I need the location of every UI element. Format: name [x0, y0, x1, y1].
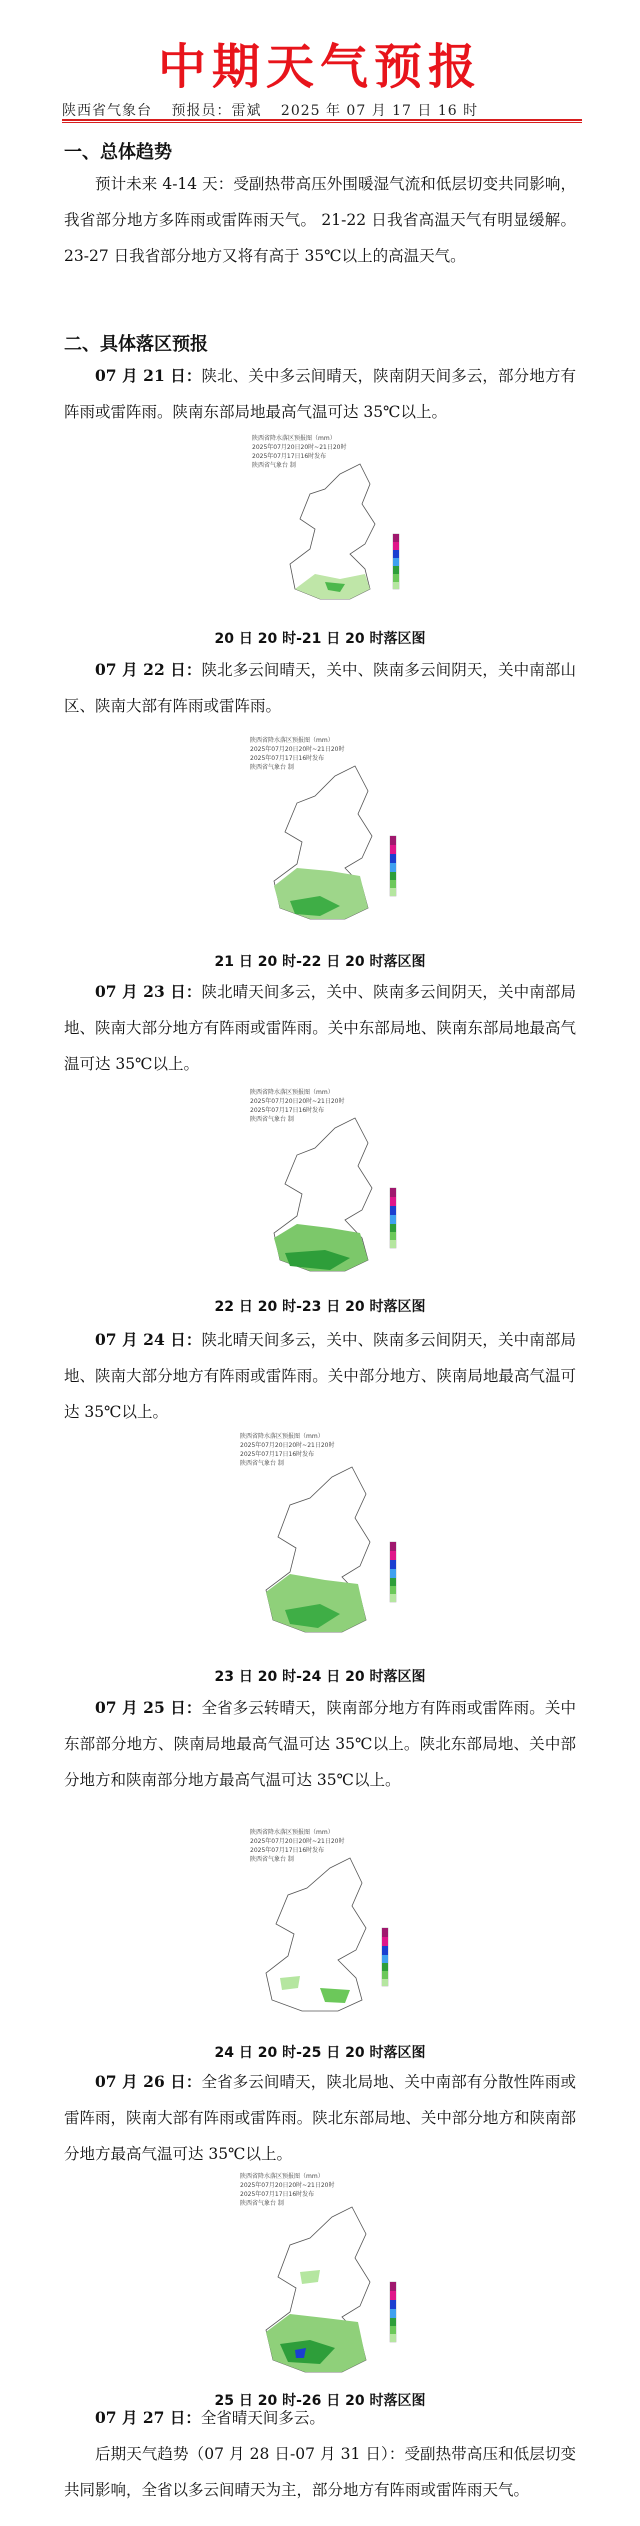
later-label: 后期天气趋势（07 月 28 日-07 月 31 日）： [95, 2445, 405, 2463]
day-date: 07 月 27 日： [95, 2408, 201, 2427]
day-text: 全省多云间晴天，陕北局地、关中南部有分散性阵雨或雷阵雨，陕南大部有阵雨或雷阵雨。陕北东部局地、关中部分地方和陕南部分地方最高气温可达 35℃以上。 [64, 2073, 576, 2163]
day-date: 07 月 23 日： [95, 982, 202, 1001]
map-caption-23: 22 日 20 时-23 日 20 时落区图 [214, 1299, 426, 1315]
trend-paragraph: 预计未来 4-14 天：受副热带高压外围暖湿气流和低层切变共同影响，我省部分地方多阵雨或雷阵雨天气。 21-22 日我省高温天气有明显缓解。23-27 日我省部分地方又将有高于 35℃以上的高温天气。 [64, 175, 576, 265]
day-date: 07 月 22 日： [95, 660, 202, 679]
day-paragraph-27 [64, 2400, 576, 2436]
day-text: 陕北晴天间多云，关中、陕南多云间阴天，关中南部局地、陕南大部分地方有阵雨或雷阵雨。关中东部局地、陕南东部局地最高气温可达 35℃以上。 [64, 983, 576, 1073]
map-caption-21: 20 日 20 时-21 日 20 时落区图 [214, 631, 426, 647]
map-caption-26: 25 日 20 时-26 日 20 时落区图 [214, 2393, 426, 2409]
header-rule-thin [62, 122, 582, 123]
rain-map-25 [240, 1828, 430, 2028]
day-text: 陕北多云间晴天，关中、陕南多云间阴天，关中南部山区、陕南大部有阵雨或雷阵雨。 [64, 661, 576, 715]
day-paragraph-21 [64, 358, 576, 430]
day-text: 全省晴天间多云。 [200, 2409, 325, 2427]
forecaster: 预报员：雷斌 [171, 103, 262, 119]
day-paragraph-24 [64, 1322, 576, 1430]
rain-map-26 [240, 2172, 440, 2387]
rain-map-23 [250, 1088, 440, 1288]
later-trend-paragraph [64, 2436, 576, 2508]
map-header: 陕西省降水落区预报图（mm） 2025年07月20日20时~21日20时 2025年07月17日16时发布 陕西省气象台 制 [240, 1433, 335, 1467]
map-header: 陕西省降水落区预报图（mm） 2025年07月20日20时~21日20时 2025年07月17日16时发布 陕西省气象台 制 [250, 737, 345, 771]
rain-map-21 [252, 434, 430, 619]
day-paragraph-22 [64, 652, 576, 724]
day-paragraph-23 [64, 974, 576, 1082]
day-text: 全省多云转晴天，陕南部分地方有阵雨或雷阵雨。关中东部部分地方、陕南局地最高气温可达 35℃以上。陕北东部局地、关中部分地方和陕南部分地方最高气温可达 35℃以上。 [64, 1699, 576, 1789]
section-heading-trend: 一、总体趋势 [64, 142, 172, 163]
page-title: 中期天气预报 [157, 39, 482, 95]
day-paragraph-25 [64, 1690, 576, 1798]
map-header: 陕西省降水落区预报图（mm） 2025年07月20日20时~21日20时 2025年07月17日16时发布 陕西省气象台 制 [250, 1829, 345, 1863]
day-text: 陕北、关中多云间晴天，陕南阴天间多云，部分地方有阵雨或雷阵雨。陕南东部局地最高气温可达 35℃以上。 [64, 367, 576, 421]
day-date: 07 月 24 日： [95, 1330, 202, 1349]
map-caption-22: 21 日 20 时-22 日 20 时落区图 [214, 954, 426, 970]
map-header: 陕西省降水落区预报图（mm） 2025年07月20日20时~21日20时 2025年07月17日16时发布 陕西省气象台 制 [240, 2173, 335, 2207]
map-caption-24: 23 日 20 时-24 日 20 时落区图 [214, 1669, 426, 1685]
section-heading-detail: 二、具体落区预报 [64, 334, 208, 355]
rain-map-22 [250, 736, 440, 941]
day-date: 07 月 21 日： [95, 366, 202, 385]
rain-map-24 [240, 1432, 440, 1652]
header-rule [62, 119, 582, 121]
day-paragraph-26 [64, 2064, 576, 2172]
map-caption-25: 24 日 20 时-25 日 20 时落区图 [214, 2045, 426, 2061]
issuing-org: 陕西省气象台 [62, 103, 152, 119]
day-date: 07 月 25 日： [95, 1698, 202, 1717]
day-date: 07 月 26 日： [95, 2072, 202, 2091]
map-header: 陕西省降水落区预报图（mm） 2025年07月20日20时~21日20时 2025年07月17日16时发布 陕西省气象台 制 [250, 1089, 345, 1123]
day-text: 陕北晴天间多云，关中、陕南多云间阴天，关中南部局地、陕南大部分地方有阵雨或雷阵雨。关中部分地方、陕南局地最高气温可达 35℃以上。 [64, 1331, 576, 1421]
issue-time: 2025 年 07 月 17 日 16 时 [280, 103, 479, 119]
later-text: 受副热带高压和低层切变共同影响，全省以多云间晴天为主，部分地方有阵雨或雷阵雨天气。 [64, 2445, 576, 2499]
issue-info-line [62, 100, 582, 120]
map-header: 陕西省降水落区预报图（mm） 2025年07月20日20时~21日20时 2025年07月17日16时发布 陕西省气象台 制 [252, 435, 347, 469]
